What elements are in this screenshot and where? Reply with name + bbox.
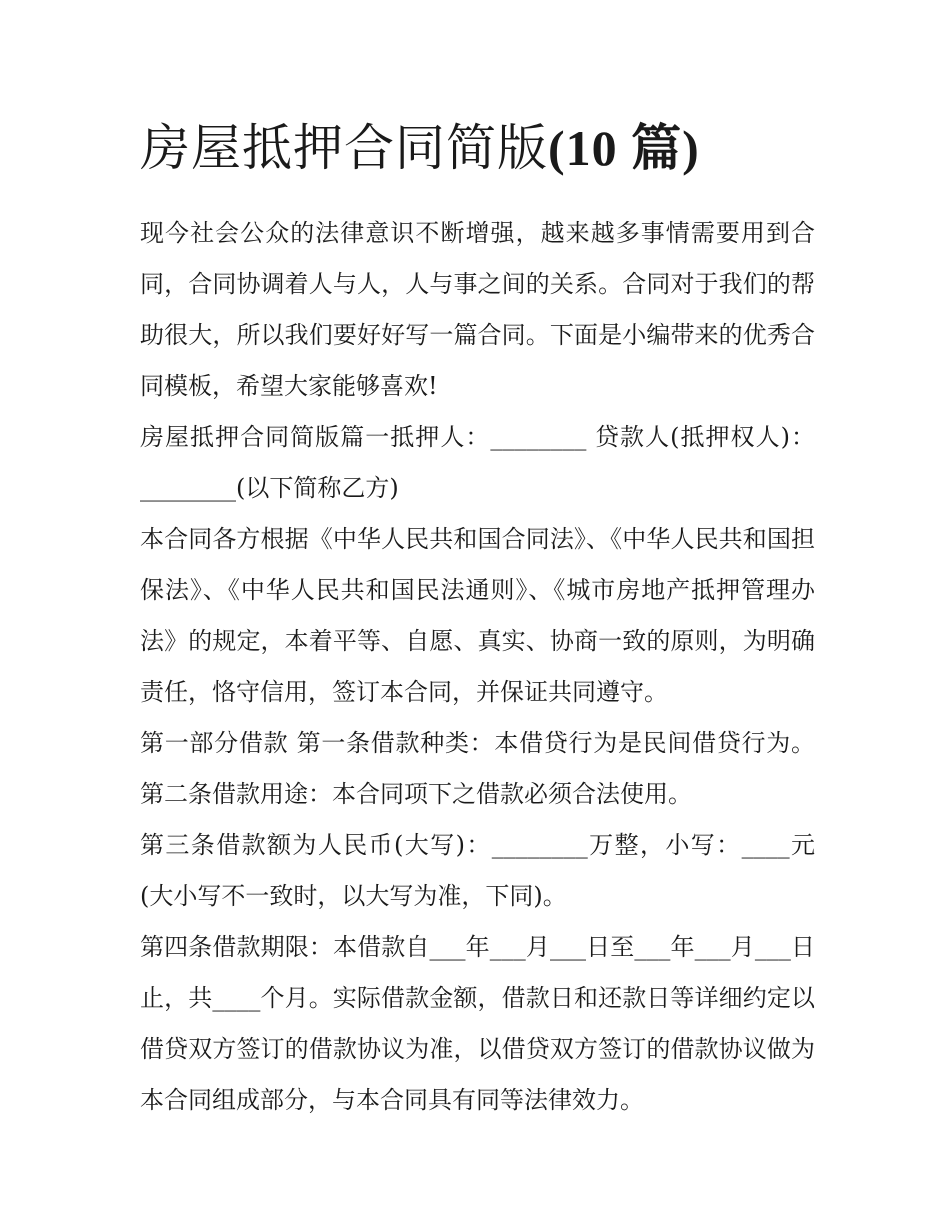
intro-paragraph: 现今社会公众的法律意识不断增强，越来越多事情需要用到合同，合同协调着人与人，人与事之间的关系。合同对于我们的帮助很大，所以我们要好好写一篇合同。下面是小编带来的优秀合同模板，希望大家能够喜欢! [140,219,815,400]
loan-amount-paragraph: 第三条借款额为人民币(大写)：________万整，小写：____元(大小写不一致时，以大写为准，下同)。 [140,831,815,910]
document-title-text: 房屋抵押合同简版 [140,119,548,177]
document-title [140,110,815,186]
loan-type-purpose-paragraph: 第一部分借款 第一条借款种类：本借贷行为是民间借贷行为。 第二条借款用途：本合同项下之借款必须合法使用。 [140,729,815,808]
loan-term-paragraph: 第四条借款期限：本借款自___年___月___日至___年___月___日止，共____个月。实际借款金额，借款日和还款日等详细约定以借贷双方签订的借款协议为准，以借贷双方签订的借款协议做为本合同组成部分，与本合同具有同等法律效力。 [140,933,815,1114]
parties-paragraph: 房屋抵押合同简版篇一抵押人：________ 贷款人(抵押权人)：________(以下简称乙方) [140,423,815,502]
document-page [140,110,815,1126]
document-title-count: (10 篇) [548,120,700,176]
legal-basis-paragraph: 本合同各方根据《中华人民共和国合同法》、《中华人民共和国担保法》、《中华人民共和国民法通则》、《城市房地产抵押管理办法》的规定，本着平等、自愿、真实、协商一致的原则，为明确责任，恪守信用，签订本合同，并保证共同遵守。 [140,525,815,706]
